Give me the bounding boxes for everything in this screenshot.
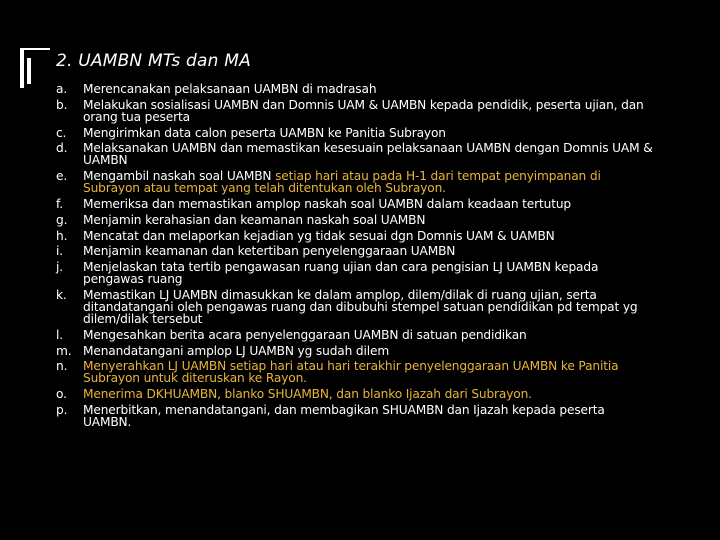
- decorative-bar-outer: [20, 48, 24, 88]
- highlighted-text: setiap hari atau pada H-1 dari tempat penyimpanan di Subrayon atau tempat yang telah ditentukan oleh Subrayon.: [83, 169, 601, 196]
- list-item-letter: f.: [56, 196, 63, 211]
- decorative-rule: [20, 48, 50, 50]
- body-text: Menandatangani amplop LJ UAMBN yg sudah dilem: [83, 343, 390, 358]
- highlighted-text: Menerima DKHUAMBN, blanko SHUAMBN, dan blanko Ijazah dari Subrayon.: [83, 387, 532, 402]
- list-item-text: [83, 360, 656, 384]
- list-item-text: [83, 261, 656, 285]
- slide-title: 2. UAMBN MTs dan MA: [56, 51, 251, 71]
- list-item-letter: m.: [56, 343, 72, 358]
- body-text: Menjelaskan tata tertib pengawasan ruang ujian dan cara pengisian LJ UAMBN kepada pengawas ruang: [83, 260, 599, 287]
- list-item-text: [83, 142, 656, 166]
- list-item-text: [83, 99, 656, 123]
- list-item-text: [83, 345, 656, 357]
- body-text: Melakukan sosialisasi UAMBN dan Domnis UAM & UAMBN kepada pendidik, peserta ujian, dan orang tua peserta: [83, 97, 644, 124]
- list-item: [56, 329, 656, 341]
- list-item-text: [83, 230, 656, 242]
- body-text: Memeriksa dan memastikan amplop naskah soal UAMBN dalam keadaan tertutup: [83, 196, 572, 211]
- list-item: [56, 345, 656, 357]
- list-item-letter: j.: [56, 260, 63, 275]
- list-item-letter: i.: [56, 244, 63, 259]
- list-item-text: [83, 214, 656, 226]
- body-text: Menerbitkan, menandatangani, dan membagikan SHUAMBN dan Ijazah kepada peserta UAMBN.: [83, 402, 605, 429]
- list-item: [56, 245, 656, 257]
- list-item-text: [83, 289, 656, 325]
- responsibility-list: [56, 83, 656, 432]
- list-item-text: [83, 83, 656, 95]
- list-item-letter: o.: [56, 387, 67, 402]
- list-item-text: [83, 170, 656, 194]
- body-text: Mencatat dan melaporkan kejadian yg tidak sesuai dgn Domnis UAM & UAMBN: [83, 228, 555, 243]
- list-item: [56, 230, 656, 242]
- list-item: [56, 170, 656, 194]
- list-item-letter: k.: [56, 287, 67, 302]
- list-item-text: [83, 329, 656, 341]
- list-item-letter: b.: [56, 97, 68, 112]
- list-item: [56, 289, 656, 325]
- list-item-letter: e.: [56, 169, 68, 184]
- list-item: [56, 198, 656, 210]
- list-item-letter: c.: [56, 125, 67, 140]
- list-item: [56, 360, 656, 384]
- list-item: [56, 142, 656, 166]
- list-item-letter: d.: [56, 141, 68, 156]
- body-text: Mengambil naskah soal UAMBN: [83, 169, 276, 184]
- body-text: Melaksanakan UAMBN dan memastikan kesesuain pelaksanaan UAMBN dengan Domnis UAM & UAMBN: [83, 141, 653, 168]
- list-item-text: [83, 127, 656, 139]
- list-item: [56, 83, 656, 95]
- body-text: Menjamin kerahasian dan keamanan naskah soal UAMBN: [83, 212, 426, 227]
- body-text: Merencanakan pelaksanaan UAMBN di madrasah: [83, 82, 377, 96]
- body-text: Mengirimkan data calon peserta UAMBN ke Panitia Subrayon: [83, 125, 446, 140]
- body-text: Menjamin keamanan dan ketertiban penyelenggaraan UAMBN: [83, 244, 456, 259]
- decorative-bar-inner: [27, 58, 31, 84]
- list-item-letter: a.: [56, 82, 68, 96]
- body-text: Mengesahkan berita acara penyelenggaraan UAMBN di satuan pendidikan: [83, 327, 527, 342]
- list-item-letter: g.: [56, 212, 68, 227]
- list-item-letter: p.: [56, 402, 68, 417]
- list-item-letter: h.: [56, 228, 68, 243]
- highlighted-text: Menyerahkan LJ UAMBN setiap hari atau hari terakhir penyelenggaraan UAMBN ke Panitia Subrayon untuk diteruskan ke Rayon.: [83, 359, 619, 386]
- list-item-text: [83, 198, 656, 210]
- list-item: [56, 404, 656, 428]
- list-item-text: [83, 404, 656, 428]
- list-item-letter: l.: [56, 327, 63, 342]
- list-item: [56, 99, 656, 123]
- list-item-letter: n.: [56, 359, 68, 374]
- list-item-text: [83, 245, 656, 257]
- list-item: [56, 388, 656, 400]
- list-item-text: [83, 388, 656, 400]
- list-item: [56, 127, 656, 139]
- list-item: [56, 214, 656, 226]
- body-text: Memastikan LJ UAMBN dimasukkan ke dalam amplop, dilem/dilak di ruang ujian, serta ditandatangani oleh pengawas ruang dan dibubuhi stempel satuan pendidikan pd tempat yg dilem/dilak tersebut: [83, 287, 638, 326]
- list-item: [56, 261, 656, 285]
